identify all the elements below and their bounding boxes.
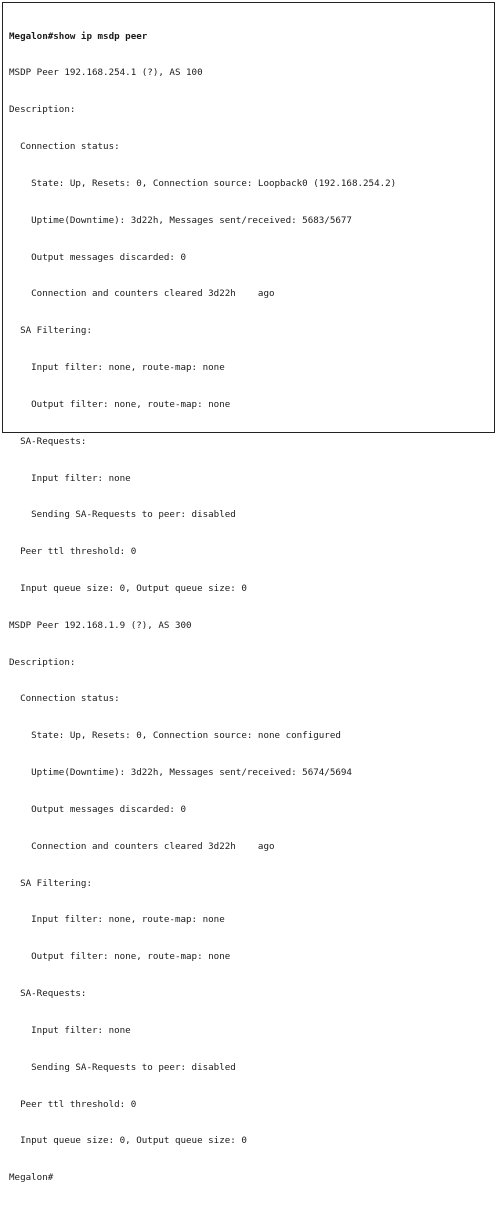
output-line: Output filter: none, route-map: none (9, 951, 231, 963)
output-line: SA Filtering: (9, 325, 92, 337)
output-line: SA-Requests: (9, 435, 87, 447)
output-line: Input filter: none, route-map: none (9, 362, 225, 374)
terminal-window (2, 2, 495, 1184)
output-line: Output messages discarded: 0 (9, 251, 187, 263)
output-line: Uptime(Downtime): 3d22h, Messages sent/received: 5683/5677 (9, 214, 352, 226)
output-line: Input queue size: 0, Output queue size: 0 (9, 582, 247, 594)
output-line: Input filter: none (9, 1024, 131, 1036)
final-prompt: Megalon# (9, 1172, 54, 1184)
output-line: SA Filtering: (9, 877, 92, 889)
output-line: Input filter: none (9, 472, 131, 484)
terminal-output (3, 3, 494, 1209)
output-line: Sending SA-Requests to peer: disabled (9, 509, 236, 521)
output-line: SA-Requests: (9, 988, 87, 1000)
output-line: Peer ttl threshold: 0 (9, 546, 137, 558)
output-line: Connection status: (9, 693, 120, 705)
output-line: Connection and counters cleared 3d22h ago (9, 288, 275, 300)
output-line: Input filter: none, route-map: none (9, 914, 225, 926)
output-line: MSDP Peer 192.168.1.9 (?), AS 300 (9, 619, 192, 631)
output-line: Description: (9, 104, 76, 116)
output-line: Sending SA-Requests to peer: disabled (9, 1061, 236, 1073)
output-line: Output messages discarded: 0 (9, 803, 187, 815)
output-line: MSDP Peer 192.168.254.1 (?), AS 100 (9, 67, 203, 79)
output-line: Uptime(Downtime): 3d22h, Messages sent/received: 5674/5694 (9, 767, 352, 779)
output-line: Connection and counters cleared 3d22h ago (9, 840, 275, 852)
output-line: Peer ttl threshold: 0 (9, 1098, 137, 1110)
prompt-host: Megalon# (9, 30, 54, 42)
output-line: Connection status: (9, 141, 120, 153)
output-line: Output filter: none, route-map: none (9, 398, 231, 410)
output-line: State: Up, Resets: 0, Connection source: Loopback0 (192.168.254.2) (9, 177, 397, 189)
command-line (9, 31, 494, 43)
output-line: Input queue size: 0, Output queue size: 0 (9, 1135, 247, 1147)
output-line: State: Up, Resets: 0, Connection source: none configured (9, 730, 341, 742)
output-line: Description: (9, 656, 76, 668)
command-text: show ip msdp peer (53, 30, 148, 42)
